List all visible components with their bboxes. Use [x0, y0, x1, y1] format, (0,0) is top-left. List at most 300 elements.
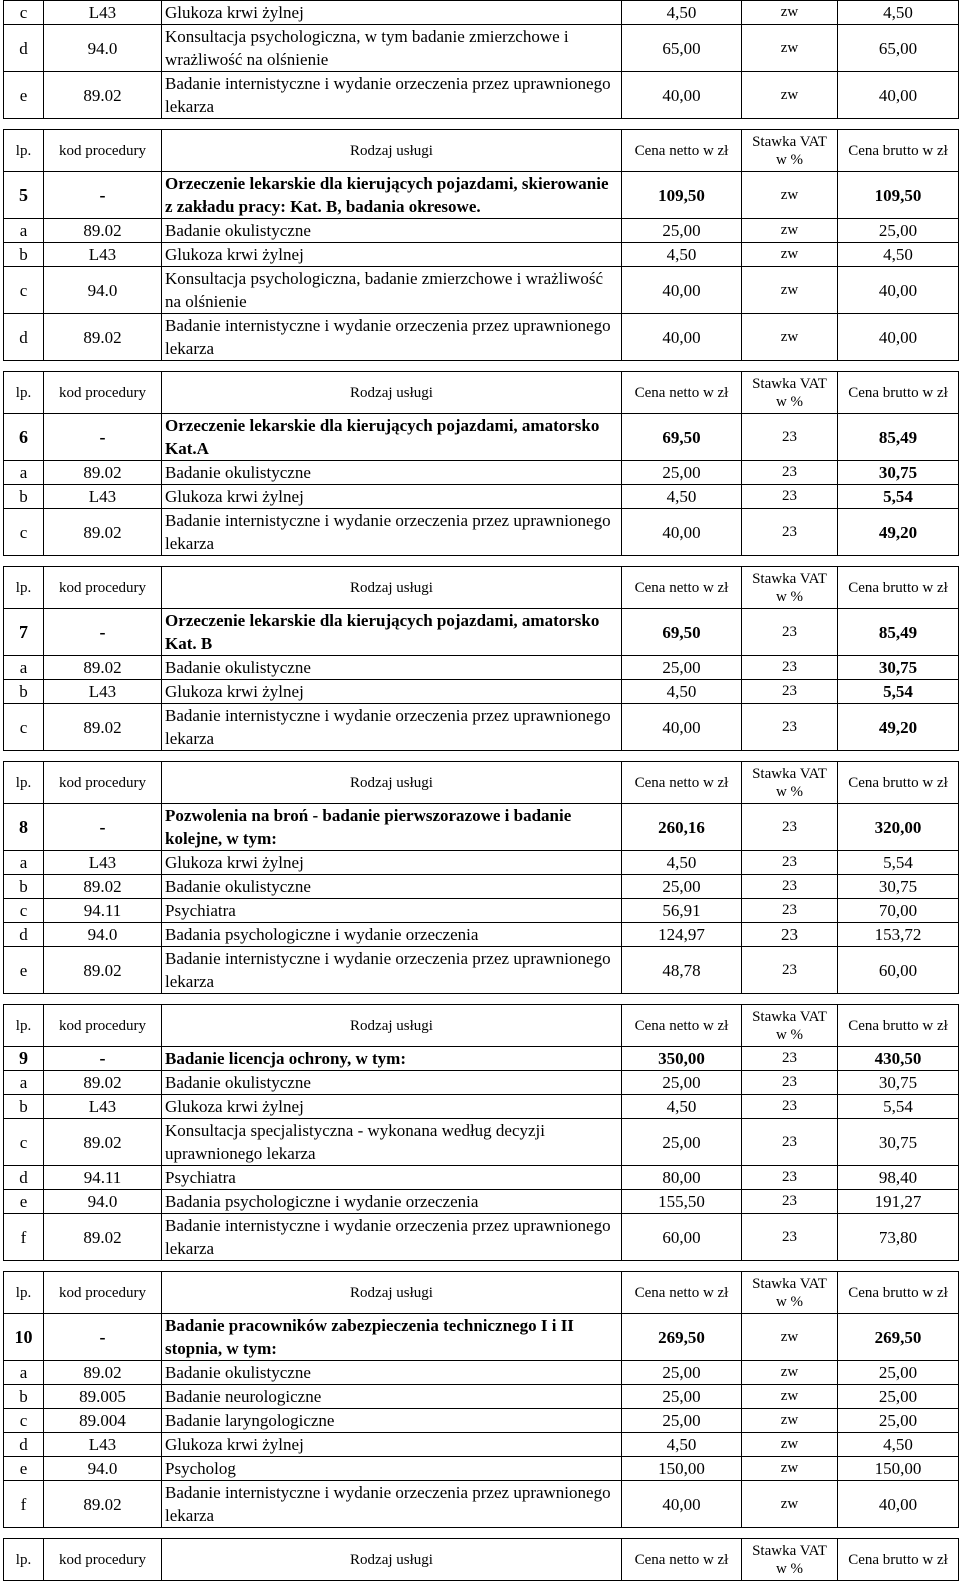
spacer-cell	[4, 994, 959, 1005]
header-name: Rodzaj usługi	[162, 1539, 622, 1581]
service-item-row	[4, 1119, 959, 1166]
service-item-row	[4, 875, 959, 899]
net-price: 109,50	[622, 172, 742, 219]
service-item-row	[4, 1190, 959, 1214]
service-item-row	[4, 1, 959, 25]
service-item-row	[4, 1071, 959, 1095]
procedure-code: 89.02	[44, 704, 162, 751]
procedure-code: L43	[44, 243, 162, 267]
procedure-code: -	[44, 414, 162, 461]
vat-rate: 23	[742, 899, 838, 923]
net-price: 350,00	[622, 1047, 742, 1071]
service-name: Badania psychologiczne i wydanie orzeczenia	[162, 923, 622, 947]
procedure-code: 94.11	[44, 899, 162, 923]
vat-rate: zw	[742, 1481, 838, 1528]
row-lp: e	[4, 1190, 44, 1214]
header-code: kod procedury	[44, 130, 162, 172]
vat-rate: 23	[742, 509, 838, 556]
row-lp: a	[4, 1071, 44, 1095]
row-lp: b	[4, 1095, 44, 1119]
service-item-row	[4, 243, 959, 267]
service-item-row	[4, 219, 959, 243]
row-lp: d	[4, 1166, 44, 1190]
procedure-code: 94.0	[44, 267, 162, 314]
header-code: kod procedury	[44, 372, 162, 414]
service-name: Badanie okulistyczne	[162, 656, 622, 680]
vat-rate: 23	[742, 1214, 838, 1261]
gross-price: 65,00	[838, 25, 959, 72]
service-name: Orzeczenie lekarskie dla kierujących pojazdami, skierowanie z zakładu pracy: Kat. B, badania okresowe.	[162, 172, 622, 219]
header-lp: lp.	[4, 762, 44, 804]
vat-rate: 23	[742, 1047, 838, 1071]
row-lp: f	[4, 1481, 44, 1528]
gross-price: 191,27	[838, 1190, 959, 1214]
header-gross-price: Cena brutto w zł	[838, 372, 959, 414]
service-item-row	[4, 1361, 959, 1385]
vat-rate: zw	[742, 1409, 838, 1433]
gross-price: 153,72	[838, 923, 959, 947]
net-price: 25,00	[622, 461, 742, 485]
procedure-code: 94.0	[44, 1190, 162, 1214]
spacer-cell	[4, 556, 959, 567]
service-item-row	[4, 899, 959, 923]
row-lp: d	[4, 25, 44, 72]
vat-rate: zw	[742, 1385, 838, 1409]
service-name: Glukoza krwi żylnej	[162, 851, 622, 875]
header-vat-rate: Stawka VAT w %	[742, 372, 838, 414]
vat-rate: 23	[742, 804, 838, 851]
section-spacer	[4, 751, 959, 762]
net-price: 4,50	[622, 485, 742, 509]
service-name: Badanie internistyczne i wydanie orzeczenia przez uprawnionego lekarza	[162, 1481, 622, 1528]
net-price: 80,00	[622, 1166, 742, 1190]
procedure-code: L43	[44, 1, 162, 25]
service-item-row	[4, 656, 959, 680]
header-vat-rate: Stawka VAT w %	[742, 567, 838, 609]
net-price: 4,50	[622, 1433, 742, 1457]
vat-rate: 23	[742, 461, 838, 485]
net-price: 40,00	[622, 314, 742, 361]
gross-price: 60,00	[838, 947, 959, 994]
vat-rate: zw	[742, 267, 838, 314]
procedure-code: 89.005	[44, 1385, 162, 1409]
net-price: 69,50	[622, 414, 742, 461]
price-table	[3, 0, 959, 1581]
row-lp: c	[4, 899, 44, 923]
header-net-price: Cena netto w zł	[622, 1539, 742, 1581]
vat-rate: 23	[742, 414, 838, 461]
header-name: Rodzaj usługi	[162, 762, 622, 804]
net-price: 25,00	[622, 1385, 742, 1409]
spacer-cell	[4, 119, 959, 130]
net-price: 150,00	[622, 1457, 742, 1481]
service-name: Orzeczenie lekarskie dla kierujących pojazdami, amatorsko Kat.A	[162, 414, 622, 461]
net-price: 69,50	[622, 609, 742, 656]
service-name: Badanie neurologiczne	[162, 1385, 622, 1409]
service-package-row	[4, 1314, 959, 1361]
vat-rate: zw	[742, 1457, 838, 1481]
gross-price: 30,75	[838, 1071, 959, 1095]
service-item-row	[4, 485, 959, 509]
service-item-row	[4, 680, 959, 704]
header-net-price: Cena netto w zł	[622, 1005, 742, 1047]
procedure-code: 89.02	[44, 219, 162, 243]
procedure-code: -	[44, 804, 162, 851]
service-item-row	[4, 851, 959, 875]
vat-rate: 23	[742, 656, 838, 680]
procedure-code: 94.0	[44, 25, 162, 72]
service-name: Badanie pracowników zabezpieczenia technicznego I i II stopnia, w tym:	[162, 1314, 622, 1361]
row-lp: a	[4, 461, 44, 485]
service-package-row	[4, 414, 959, 461]
vat-rate: 23	[742, 485, 838, 509]
service-item-row	[4, 72, 959, 119]
procedure-code: 89.02	[44, 1361, 162, 1385]
gross-price: 4,50	[838, 1433, 959, 1457]
net-price: 25,00	[622, 1409, 742, 1433]
procedure-code: 94.0	[44, 1457, 162, 1481]
procedure-code: 89.02	[44, 314, 162, 361]
service-item-row	[4, 1095, 959, 1119]
header-vat-rate: Stawka VAT w %	[742, 1005, 838, 1047]
section-spacer	[4, 994, 959, 1005]
vat-rate: zw	[742, 243, 838, 267]
vat-rate: 23	[742, 609, 838, 656]
procedure-code: 89.004	[44, 1409, 162, 1433]
service-name: Badanie okulistyczne	[162, 461, 622, 485]
row-lp: c	[4, 509, 44, 556]
row-lp: c	[4, 1119, 44, 1166]
gross-price: 85,49	[838, 609, 959, 656]
vat-rate: zw	[742, 219, 838, 243]
service-name: Glukoza krwi żylnej	[162, 1, 622, 25]
vat-rate: 23	[742, 923, 838, 947]
procedure-code: 89.02	[44, 1119, 162, 1166]
row-lp: 6	[4, 414, 44, 461]
gross-price: 320,00	[838, 804, 959, 851]
net-price: 4,50	[622, 243, 742, 267]
header-code: kod procedury	[44, 762, 162, 804]
procedure-code: -	[44, 609, 162, 656]
header-net-price: Cena netto w zł	[622, 567, 742, 609]
vat-rate: 23	[742, 875, 838, 899]
vat-rate: 23	[742, 1119, 838, 1166]
net-price: 269,50	[622, 1314, 742, 1361]
header-gross-price: Cena brutto w zł	[838, 762, 959, 804]
procedure-code: 89.02	[44, 656, 162, 680]
column-header-row	[4, 567, 959, 609]
gross-price: 5,54	[838, 485, 959, 509]
service-item-row	[4, 1385, 959, 1409]
vat-rate: 23	[742, 680, 838, 704]
header-code: kod procedury	[44, 1272, 162, 1314]
service-item-row	[4, 1433, 959, 1457]
gross-price: 430,50	[838, 1047, 959, 1071]
header-net-price: Cena netto w zł	[622, 762, 742, 804]
gross-price: 49,20	[838, 704, 959, 751]
gross-price: 30,75	[838, 875, 959, 899]
header-name: Rodzaj usługi	[162, 372, 622, 414]
procedure-code: 89.02	[44, 1071, 162, 1095]
row-lp: 7	[4, 609, 44, 656]
vat-rate: 23	[742, 704, 838, 751]
section-spacer	[4, 361, 959, 372]
vat-rate: 23	[742, 1190, 838, 1214]
spacer-cell	[4, 751, 959, 762]
row-lp: c	[4, 267, 44, 314]
service-item-row	[4, 947, 959, 994]
header-gross-price: Cena brutto w zł	[838, 1272, 959, 1314]
gross-price: 40,00	[838, 1481, 959, 1528]
service-name: Badanie internistyczne i wydanie orzeczenia przez uprawnionego lekarza	[162, 314, 622, 361]
net-price: 40,00	[622, 509, 742, 556]
spacer-cell	[4, 1528, 959, 1539]
net-price: 25,00	[622, 1361, 742, 1385]
gross-price: 25,00	[838, 1409, 959, 1433]
row-lp: e	[4, 947, 44, 994]
net-price: 4,50	[622, 680, 742, 704]
procedure-code: L43	[44, 851, 162, 875]
gross-price: 5,54	[838, 680, 959, 704]
procedure-code: 89.02	[44, 1214, 162, 1261]
service-item-row	[4, 314, 959, 361]
header-gross-price: Cena brutto w zł	[838, 567, 959, 609]
price-table-body	[4, 1, 959, 1581]
vat-rate: 23	[742, 947, 838, 994]
row-lp: c	[4, 1409, 44, 1433]
section-spacer	[4, 556, 959, 567]
row-lp: d	[4, 923, 44, 947]
net-price: 4,50	[622, 1, 742, 25]
gross-price: 40,00	[838, 314, 959, 361]
procedure-code: 89.02	[44, 72, 162, 119]
service-name: Badanie laryngologiczne	[162, 1409, 622, 1433]
service-name: Psycholog	[162, 1457, 622, 1481]
service-name: Orzeczenie lekarskie dla kierujących pojazdami, amatorsko Kat. B	[162, 609, 622, 656]
header-vat-rate: Stawka VAT w %	[742, 1539, 838, 1581]
header-net-price: Cena netto w zł	[622, 1272, 742, 1314]
gross-price: 4,50	[838, 243, 959, 267]
service-item-row	[4, 1214, 959, 1261]
net-price: 56,91	[622, 899, 742, 923]
procedure-code: 89.02	[44, 875, 162, 899]
column-header-row	[4, 372, 959, 414]
row-lp: d	[4, 314, 44, 361]
service-name: Pozwolenia na broń - badanie pierwszorazowe i badanie kolejne, w tym:	[162, 804, 622, 851]
net-price: 40,00	[622, 704, 742, 751]
service-package-row	[4, 172, 959, 219]
spacer-cell	[4, 1261, 959, 1272]
row-lp: e	[4, 72, 44, 119]
service-name: Konsultacja psychologiczna, w tym badanie zmierzchowe i wrażliwość na olśnienie	[162, 25, 622, 72]
header-vat-rate: Stawka VAT w %	[742, 1272, 838, 1314]
procedure-code: 89.02	[44, 1481, 162, 1528]
header-net-price: Cena netto w zł	[622, 372, 742, 414]
gross-price: 40,00	[838, 72, 959, 119]
net-price: 25,00	[622, 219, 742, 243]
net-price: 25,00	[622, 656, 742, 680]
header-name: Rodzaj usługi	[162, 130, 622, 172]
net-price: 40,00	[622, 72, 742, 119]
net-price: 124,97	[622, 923, 742, 947]
gross-price: 49,20	[838, 509, 959, 556]
service-name: Badanie okulistyczne	[162, 1361, 622, 1385]
procedure-code: L43	[44, 485, 162, 509]
header-code: kod procedury	[44, 1005, 162, 1047]
service-item-row	[4, 1409, 959, 1433]
header-name: Rodzaj usługi	[162, 1005, 622, 1047]
header-lp: lp.	[4, 567, 44, 609]
gross-price: 25,00	[838, 219, 959, 243]
service-name: Glukoza krwi żylnej	[162, 485, 622, 509]
service-name: Glukoza krwi żylnej	[162, 680, 622, 704]
row-lp: a	[4, 851, 44, 875]
service-name: Badanie okulistyczne	[162, 1071, 622, 1095]
row-lp: f	[4, 1214, 44, 1261]
service-name: Konsultacja psychologiczna, badanie zmierzchowe i wrażliwość na olśnienie	[162, 267, 622, 314]
vat-rate: 23	[742, 1166, 838, 1190]
procedure-code: 94.0	[44, 923, 162, 947]
service-item-row	[4, 1166, 959, 1190]
row-lp: 10	[4, 1314, 44, 1361]
net-price: 4,50	[622, 851, 742, 875]
row-lp: b	[4, 485, 44, 509]
service-package-row	[4, 804, 959, 851]
header-lp: lp.	[4, 1272, 44, 1314]
gross-price: 30,75	[838, 461, 959, 485]
net-price: 40,00	[622, 267, 742, 314]
column-header-row	[4, 1539, 959, 1581]
gross-price: 109,50	[838, 172, 959, 219]
service-name: Badanie internistyczne i wydanie orzeczenia przez uprawnionego lekarza	[162, 704, 622, 751]
vat-rate: zw	[742, 25, 838, 72]
gross-price: 85,49	[838, 414, 959, 461]
header-vat-rate: Stawka VAT w %	[742, 130, 838, 172]
procedure-code: 89.02	[44, 461, 162, 485]
gross-price: 5,54	[838, 851, 959, 875]
service-name: Badanie internistyczne i wydanie orzeczenia przez uprawnionego lekarza	[162, 1214, 622, 1261]
procedure-code: L43	[44, 1433, 162, 1457]
service-name: Badanie okulistyczne	[162, 875, 622, 899]
section-spacer	[4, 1261, 959, 1272]
procedure-code: L43	[44, 680, 162, 704]
gross-price: 30,75	[838, 656, 959, 680]
service-name: Psychiatra	[162, 1166, 622, 1190]
gross-price: 30,75	[838, 1119, 959, 1166]
service-name: Psychiatra	[162, 899, 622, 923]
header-lp: lp.	[4, 130, 44, 172]
row-lp: c	[4, 704, 44, 751]
service-name: Badanie licencja ochrony, w tym:	[162, 1047, 622, 1071]
row-lp: a	[4, 1361, 44, 1385]
service-name: Glukoza krwi żylnej	[162, 1095, 622, 1119]
header-gross-price: Cena brutto w zł	[838, 130, 959, 172]
vat-rate: zw	[742, 1433, 838, 1457]
spacer-cell	[4, 361, 959, 372]
row-lp: 8	[4, 804, 44, 851]
row-lp: b	[4, 1385, 44, 1409]
header-code: kod procedury	[44, 1539, 162, 1581]
header-lp: lp.	[4, 372, 44, 414]
service-item-row	[4, 461, 959, 485]
row-lp: 9	[4, 1047, 44, 1071]
vat-rate: zw	[742, 172, 838, 219]
gross-price: 40,00	[838, 267, 959, 314]
section-spacer	[4, 1528, 959, 1539]
net-price: 155,50	[622, 1190, 742, 1214]
row-lp: b	[4, 875, 44, 899]
service-item-row	[4, 267, 959, 314]
vat-rate: 23	[742, 1095, 838, 1119]
gross-price: 70,00	[838, 899, 959, 923]
service-item-row	[4, 25, 959, 72]
gross-price: 25,00	[838, 1361, 959, 1385]
service-name: Glukoza krwi żylnej	[162, 1433, 622, 1457]
row-lp: d	[4, 1433, 44, 1457]
service-name: Badanie internistyczne i wydanie orzeczenia przez uprawnionego lekarza	[162, 509, 622, 556]
gross-price: 150,00	[838, 1457, 959, 1481]
column-header-row	[4, 130, 959, 172]
header-lp: lp.	[4, 1005, 44, 1047]
row-lp: a	[4, 219, 44, 243]
net-price: 25,00	[622, 875, 742, 899]
gross-price: 5,54	[838, 1095, 959, 1119]
procedure-code: L43	[44, 1095, 162, 1119]
row-lp: c	[4, 1, 44, 25]
header-net-price: Cena netto w zł	[622, 130, 742, 172]
service-name: Badanie internistyczne i wydanie orzeczenia przez uprawnionego lekarza	[162, 947, 622, 994]
service-name: Badania psychologiczne i wydanie orzeczenia	[162, 1190, 622, 1214]
service-item-row	[4, 1457, 959, 1481]
service-item-row	[4, 1481, 959, 1528]
service-package-row	[4, 1047, 959, 1071]
row-lp: b	[4, 243, 44, 267]
vat-rate: 23	[742, 1071, 838, 1095]
header-gross-price: Cena brutto w zł	[838, 1005, 959, 1047]
header-lp: lp.	[4, 1539, 44, 1581]
service-package-row	[4, 609, 959, 656]
vat-rate: zw	[742, 314, 838, 361]
net-price: 25,00	[622, 1119, 742, 1166]
row-lp: e	[4, 1457, 44, 1481]
row-lp: a	[4, 656, 44, 680]
procedure-code: -	[44, 1314, 162, 1361]
row-lp: 5	[4, 172, 44, 219]
gross-price: 269,50	[838, 1314, 959, 1361]
net-price: 65,00	[622, 25, 742, 72]
procedure-code: 89.02	[44, 947, 162, 994]
header-name: Rodzaj usługi	[162, 567, 622, 609]
net-price: 60,00	[622, 1214, 742, 1261]
gross-price: 73,80	[838, 1214, 959, 1261]
net-price: 260,16	[622, 804, 742, 851]
service-item-row	[4, 923, 959, 947]
procedure-code: -	[44, 1047, 162, 1071]
service-name: Badanie okulistyczne	[162, 219, 622, 243]
service-item-row	[4, 509, 959, 556]
header-gross-price: Cena brutto w zł	[838, 1539, 959, 1581]
procedure-code: 89.02	[44, 509, 162, 556]
column-header-row	[4, 762, 959, 804]
gross-price: 4,50	[838, 1, 959, 25]
header-code: kod procedury	[44, 567, 162, 609]
column-header-row	[4, 1005, 959, 1047]
header-name: Rodzaj usługi	[162, 1272, 622, 1314]
vat-rate: zw	[742, 1, 838, 25]
service-name: Konsultacja specjalistyczna - wykonana według decyzji uprawnionego lekarza	[162, 1119, 622, 1166]
gross-price: 98,40	[838, 1166, 959, 1190]
section-spacer	[4, 119, 959, 130]
